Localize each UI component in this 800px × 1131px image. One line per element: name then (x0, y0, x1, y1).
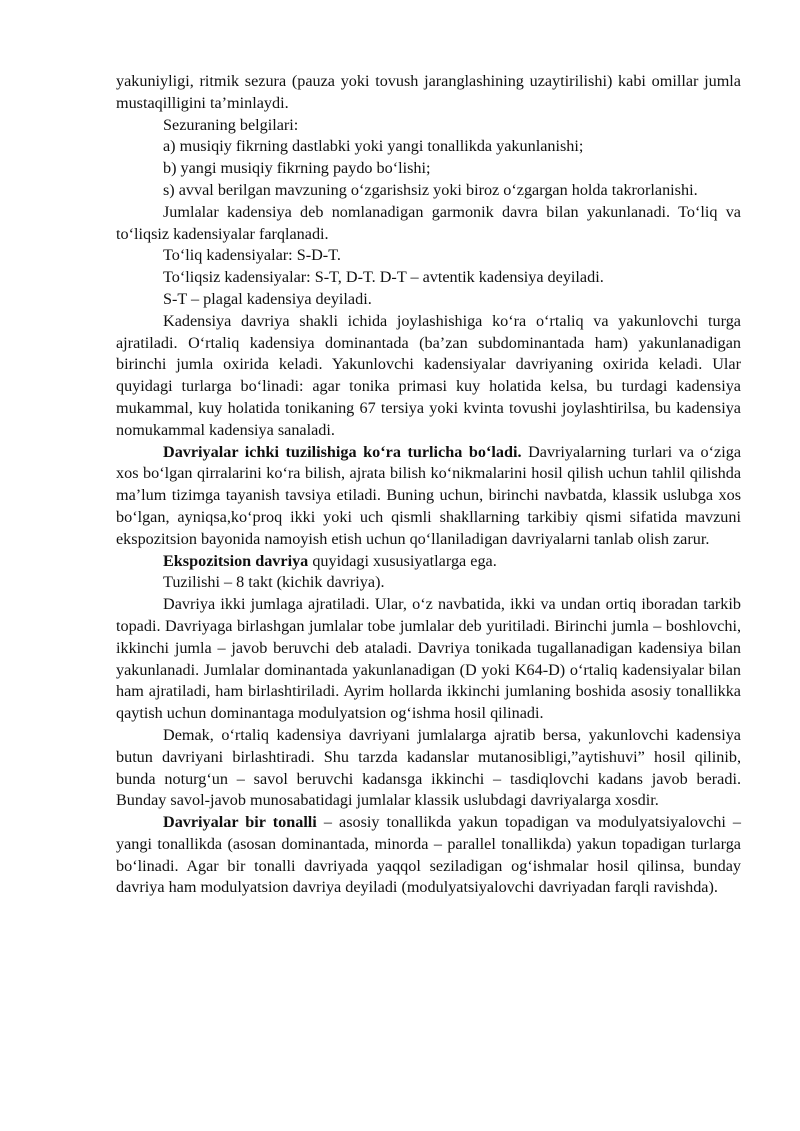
text-run: To‘liq kadensiyalar: S-D-T. (163, 246, 341, 265)
bold-heading-run: Ekspozitsion davriya (163, 551, 309, 570)
paragraph (116, 267, 741, 289)
paragraph (116, 180, 741, 202)
text-run: Jumlalar kadensiya deb nomlanadigan garmonik davra bilan yakunlanadi. To‘liq va to‘liqsiz kadensiyalar farqlanadi. (116, 202, 741, 243)
paragraph (116, 551, 741, 573)
paragraph (116, 289, 741, 311)
text-run: Demak, o‘rtaliq kadensiya davriyani jumlalarga ajratib bersa, yakunlovchi kadensiya butun davriyani birlashtiradi. Shu tarzda kadanslar mutanosibligi,”aytishuvi” hosil qilinib, bunda noturg‘un – savol beruvchi kadansga ikkinchi – tasdiqlovchi kadans javob beradi. Bunday savol-javob munosabatidagi jumlalar klassik uslubdagi davriyalarga xosdir. (116, 725, 741, 810)
text-run: a) musiqiy fikrning dastlabki yoki yangi tonallikda yakunlanishi; (163, 137, 584, 156)
text-run: quyidagi xususiyatlarga ega. (308, 551, 497, 570)
text-run: yakuniyligi, ritmik sezura (pauza yoki tovush jaranglashining uzaytirilishi) kabi omillar jumla mustaqilligini ta’minlaydi. (116, 72, 741, 112)
text-run: b) yangi musiqiy fikrning paydo bo‘lishi; (163, 159, 431, 178)
paragraph (116, 725, 741, 812)
bold-heading-run: Davriyalar ichki tuzilishiga ko‘ra turlicha bo‘ladi. (163, 442, 522, 461)
text-run: Sezuraning belgilari: (163, 115, 299, 134)
text-run: To‘liqsiz kadensiyalar: S-T, D-T. D-T – avtentik kadensiya deyiladi. (163, 268, 604, 287)
paragraph (116, 442, 741, 551)
paragraph (116, 245, 741, 267)
text-run: Davriyalarning turlari va o‘ziga xos bo‘lgan qirralarini ko‘ra bilish, ajrata bilish ko‘nikmalarini hosil qilish uchun tahlil qilishda ma’lum tizimga tayanish tavsiya etiladi. Buning uchun, birinchi navbatda, klassik uslubga xos bo‘lgan, ayniqsa,ko‘proq ikki yoki uch qismli shakllarning tarkibiy qismi sifatida mavzuni ekspozitsion bayonida namoyish etish uchun qo‘llaniladigan davriyalarni tanlab olish zarur. (116, 442, 742, 548)
bold-heading-run: Davriyalar bir tonalli (163, 813, 317, 832)
paragraph (116, 202, 741, 246)
text-run: Tuzilishi – 8 takt (kichik davriya). (163, 573, 385, 592)
document-body (116, 71, 741, 899)
text-run: s) avval berilgan mavzuning o‘zgarishsiz yoki biroz o‘zgargan holda takrorlanishi. (163, 180, 698, 199)
paragraph (116, 71, 741, 115)
text-run: – asosiy tonallikda yakun topadigan va modulyatsiyalovchi – yangi tonallikda (asosan dominantada, minorda – parallel tonallikda) yakun topadigan turlarga bo‘linadi. Agar bir tonalli davriyada yaqqol seziladigan og‘ishmalar hosil qilinsa, bunday davriya ham modulyatsion davriya deyiladi (modulyatsiyalovchi davriyadan farqli ravishda). (116, 813, 741, 897)
paragraph (116, 311, 741, 442)
paragraph (116, 158, 741, 180)
text-run: Kadensiya davriya shakli ichida joylashishiga ko‘ra o‘rtaliq va yakunlovchi turga ajratiladi. O‘rtaliq kadensiya dominantada (ba’zan subdominantada ham) yakunlanadigan birinchi jumla oxirida keladi. Yakunlovchi kadensiyalar davriyaning oxirida keladi. Ular quyidagi turlarga bo‘linadi: agar tonika primasi kuy holatida kelsa, bu turdagi kadensiya mukammal, kuy holatida tonikaning 67 tersiya yoki kvinta tovushi joylashtirilsa, bu kadensiya nomukammal kadensiya sanaladi. (116, 311, 741, 439)
paragraph (116, 594, 741, 725)
text-run: S-T – plagal kadensiya deyiladi. (163, 289, 372, 308)
paragraph (116, 136, 741, 158)
paragraph (116, 572, 741, 594)
paragraph (116, 115, 741, 137)
paragraph (116, 812, 741, 899)
text-run: Davriya ikki jumlaga ajratiladi. Ular, o‘z navbatida, ikki va undan ortiq iboradan tarkib topadi. Davriyaga birlashgan jumlalar tobe jumlalar deb yuritiladi. Birinchi jumla – boshlovchi, ikkinchi jumla – javob beruvchi deb ataladi. Davriya tonikada tugallanadigan kadensiya bilan yakunlanadi. Jumlalar dominantada yakunlanadigan (D yoki K64-D) o‘rtaliq kadensiyalar bilan ham ajratiladi, ham birlashtiriladi. Ayrim hollarda ikkinchi jumlaning boshida asosiy tonallikka qaytish uchun dominantaga modulyatsion og‘ishma hosil qilinadi. (116, 595, 741, 723)
